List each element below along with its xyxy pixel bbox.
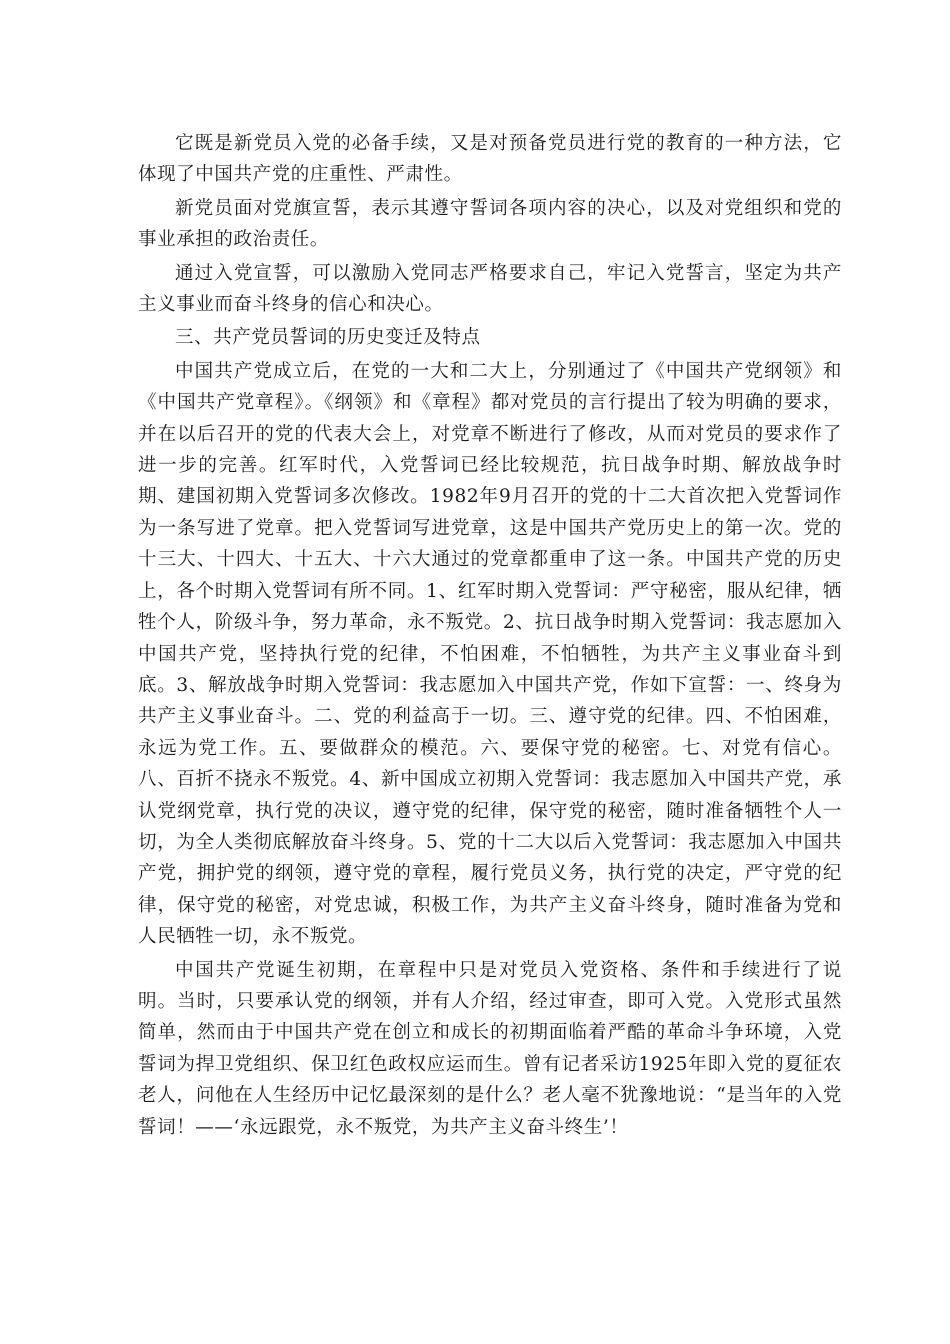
paragraph-early-party-oath: 中国共产党诞生初期，在章程中只是对党员入党资格、条件和手续进行了说明。当时，只要承认党的纲领，并有人介绍，经过审查，即可入党。入党形式虽然简单，然而由于中国共产党在创立和成长的初期面临着严酷的革命斗争环境，入党誓词为捍卫党组织、保卫红色政权应运而生。曾有记者采访1925年即入党的夏征农老人，问他在人生经历中记忆最深刻的是什么？老人毫不犹豫地说：“是当年的入党誓词！——‘永远跟党，永不叛党，为共产主义奋斗终生’！: [138, 959, 842, 1138]
paragraph-oath-commitment: 新党员面对党旗宣誓，表示其遵守誓词各项内容的决心，以及对党组织和党的事业承担的政治责任。: [138, 197, 842, 251]
paragraph-oath-purpose: 它既是新党员入党的必备手续，又是对预备党员进行党的教育的一种方法，它体现了中国共产党的庄重性、严肃性。: [138, 133, 842, 186]
section-heading: 三、共产党员誓词的历史变迁及特点: [175, 327, 481, 349]
document-page: [138, 128, 842, 1143]
paragraph-oath-motivation: 通过入党宣誓，可以激励入党同志严格要求自己，牢记入党誓言，坚定为共产主义事业而奋斗终身的信心和决心。: [138, 262, 842, 316]
paragraph-oath-history: 中国共产党成立后，在党的一大和二大上，分别通过了《中国共产党纲领》和《中国共产党章程》。《纲领》和《章程》都对党员的言行提出了较为明确的要求，并在以后召开的党的代表大会上，对党章不断进行了修改，从而对党员的要求作了进一步的完善。红军时代，入党誓词已经比较规范，抗日战争时期、解放战争时期、建国初期入党誓词多次修改。1982年9月召开的党的十二大首次把入党誓词作为一条写进了党章。把入党誓词写进党章，这是中国共产党历史上的第一次。党的十三大、十四大、十五大、十六大通过的党章都重申了这一条。中国共产党的历史上，各个时期入党誓词有所不同。1、红军时期入党誓词：严守秘密，服从纪律，牺牲个人，阶级斗争，努力革命，永不叛党。2、抗日战争时期入党誓词：我志愿加入中国共产党，坚持执行党的纪律，不怕困难，不怕牺牲，为共产主义事业奋斗到底。3、解放战争时期入党誓词：我志愿加入中国共产党，作如下宣誓：一、终身为共产主义事业奋斗。二、党的利益高于一切。三、遵守党的纪律。四、不怕困难，永远为党工作。五、要做群众的模范。六、要保守党的秘密。七、对党有信心。八、百折不挠永不叛党。4、新中国成立初期入党誓词：我志愿加入中国共产党，承认党纲党章，执行党的决议，遵守党的纪律，保守党的秘密，随时准备牺牲个人一切，为全人类彻底解放奋斗终身。5、党的十二大以后入党誓词：我志愿加入中国共产党，拥护党的纲领，遵守党的章程，履行党员义务，执行党的决定，严守党的纪律，保守党的秘密，对党忠诚，积极工作，为共产主义奋斗终身，随时准备为党和人民牺牲一切，永不叛党。: [138, 360, 842, 948]
